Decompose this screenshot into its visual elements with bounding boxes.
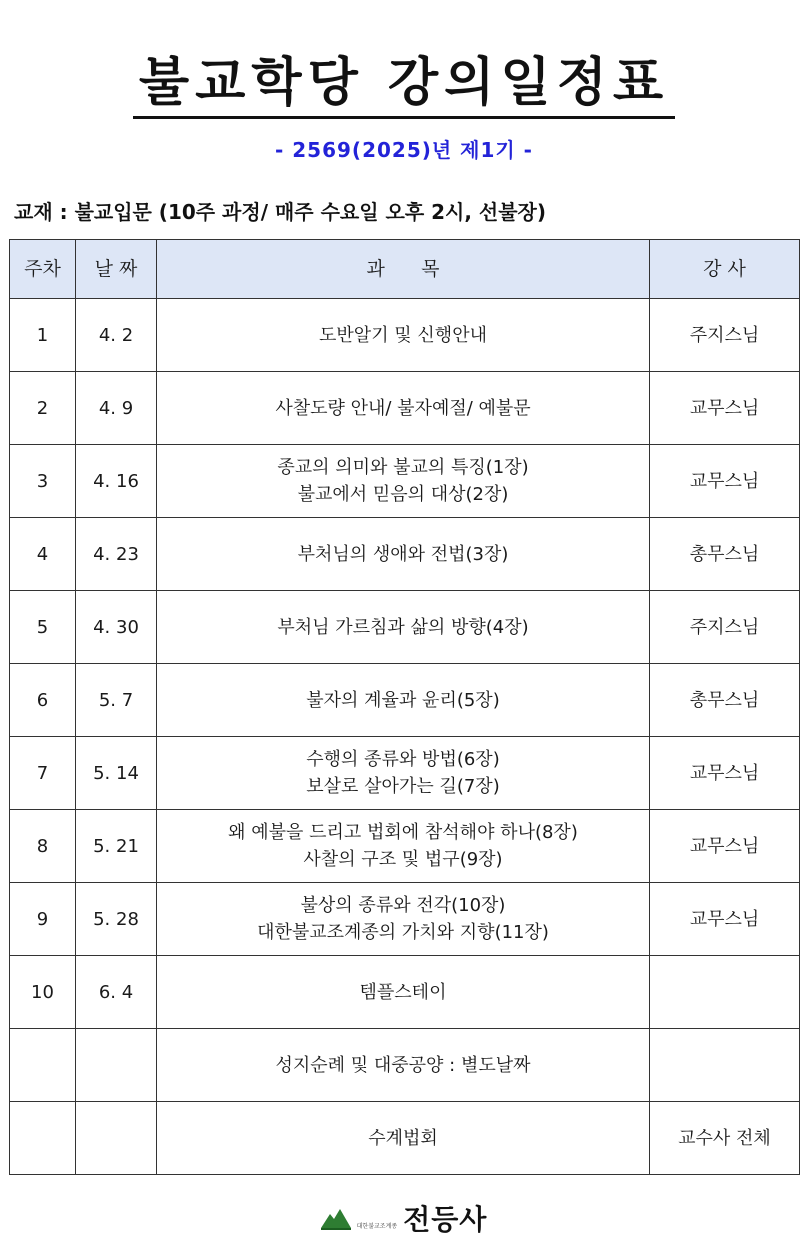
schedule-table [9,239,800,1175]
teacher-cell: 교무스님 [650,445,800,518]
subject-cell [157,810,650,883]
week-cell: 1 [10,299,76,372]
table-row [10,518,800,591]
title-underline [133,116,675,119]
subject-cell [157,737,650,810]
teacher-cell: 총무스님 [650,518,800,591]
header-week: 주차 [10,240,76,299]
table-row [10,664,800,737]
teacher-cell: 총무스님 [650,664,800,737]
subject-line: 불교에서 믿음의 대상(2장) [297,484,509,505]
subtitle: - 2569(2025)년 제1기 - [275,138,533,162]
table-row [10,372,800,445]
header-teacher: 강 사 [650,240,800,299]
table-row [10,810,800,883]
week-cell: 8 [10,810,76,883]
subject-line: 수행의 종류와 방법(6장) [306,749,500,770]
logo-text: 전등사 [403,1203,488,1236]
table-row [10,445,800,518]
subject-cell [157,372,650,445]
teacher-cell: 교무스님 [650,372,800,445]
date-cell: 4. 23 [76,518,157,591]
teacher-cell: 주지스님 [650,299,800,372]
table-row [10,299,800,372]
date-cell [76,1029,157,1102]
teacher-cell: 교무스님 [650,883,800,956]
subject-cell [157,1102,650,1175]
textbook-info: 교재 : 불교입문 (10주 과정/ 매주 수요일 오후 2시, 선불장) [14,200,546,224]
table-row [10,1029,800,1102]
subject-line: 수계법회 [368,1127,438,1149]
table-header-row [10,240,800,299]
week-cell: 2 [10,372,76,445]
teacher-cell: 주지스님 [650,591,800,664]
week-cell: 4 [10,518,76,591]
subject-line: 도반알기 및 신행안내 [319,324,487,346]
subject-cell [157,445,650,518]
week-cell [10,1029,76,1102]
teacher-cell: 교수사 전체 [650,1102,800,1175]
subject-cell [157,1029,650,1102]
subject-line: 부처님 가르침과 삶의 방향(4장) [277,616,529,638]
date-cell: 5. 14 [76,737,157,810]
subject-cell [157,518,650,591]
schedule-body [10,299,800,1175]
week-cell: 10 [10,956,76,1029]
subject-line: 사찰의 구조 및 법구(9장) [303,849,503,870]
teacher-cell: 교무스님 [650,737,800,810]
subject-cell [157,664,650,737]
table-row [10,737,800,810]
header-subject: 과 목 [157,240,650,299]
subject-line: 부처님의 생애와 전법(3장) [297,543,509,565]
date-cell: 4. 9 [76,372,157,445]
date-cell: 5. 7 [76,664,157,737]
subject-line: 왜 예불을 드리고 법회에 참석해야 하나(8장) [228,822,578,843]
table-row [10,1102,800,1175]
subject-line: 성지순례 및 대중공양 : 별도날짜 [275,1054,531,1076]
subject-line: 대한불교조계종의 가치와 지향(11장) [257,922,549,943]
date-cell: 4. 30 [76,591,157,664]
logo-small-text: 대한불교조계종 [356,1223,398,1230]
week-cell: 3 [10,445,76,518]
subject-cell [157,956,650,1029]
subject-cell [157,299,650,372]
teacher-cell [650,1029,800,1102]
date-cell: 5. 21 [76,810,157,883]
table-row [10,956,800,1029]
subject-line: 종교의 의미와 불교의 특징(1장) [277,457,529,478]
subject-line: 불자의 계율과 윤리(5장) [306,689,500,711]
week-cell [10,1102,76,1175]
table-row [10,591,800,664]
week-cell: 6 [10,664,76,737]
subject-line: 보살로 살아가는 길(7장) [306,776,500,797]
date-cell: 4. 16 [76,445,157,518]
subject-line: 템플스테이 [359,981,447,1003]
date-cell [76,1102,157,1175]
temple-logo [0,1196,808,1240]
subject-cell [157,883,650,956]
page-title: 불교학당 강의일정표 [138,53,670,113]
teacher-cell: 교무스님 [650,810,800,883]
mountain-icon [321,1206,351,1230]
subject-line: 사찰도량 안내/ 불자예절/ 예불문 [275,397,531,419]
week-cell: 9 [10,883,76,956]
subject-cell [157,591,650,664]
table-row [10,883,800,956]
date-cell: 5. 28 [76,883,157,956]
date-cell: 6. 4 [76,956,157,1029]
week-cell: 7 [10,737,76,810]
teacher-cell [650,956,800,1029]
header-date: 날 짜 [76,240,157,299]
date-cell: 4. 2 [76,299,157,372]
subject-line: 불상의 종류와 전각(10장) [300,895,506,916]
week-cell: 5 [10,591,76,664]
